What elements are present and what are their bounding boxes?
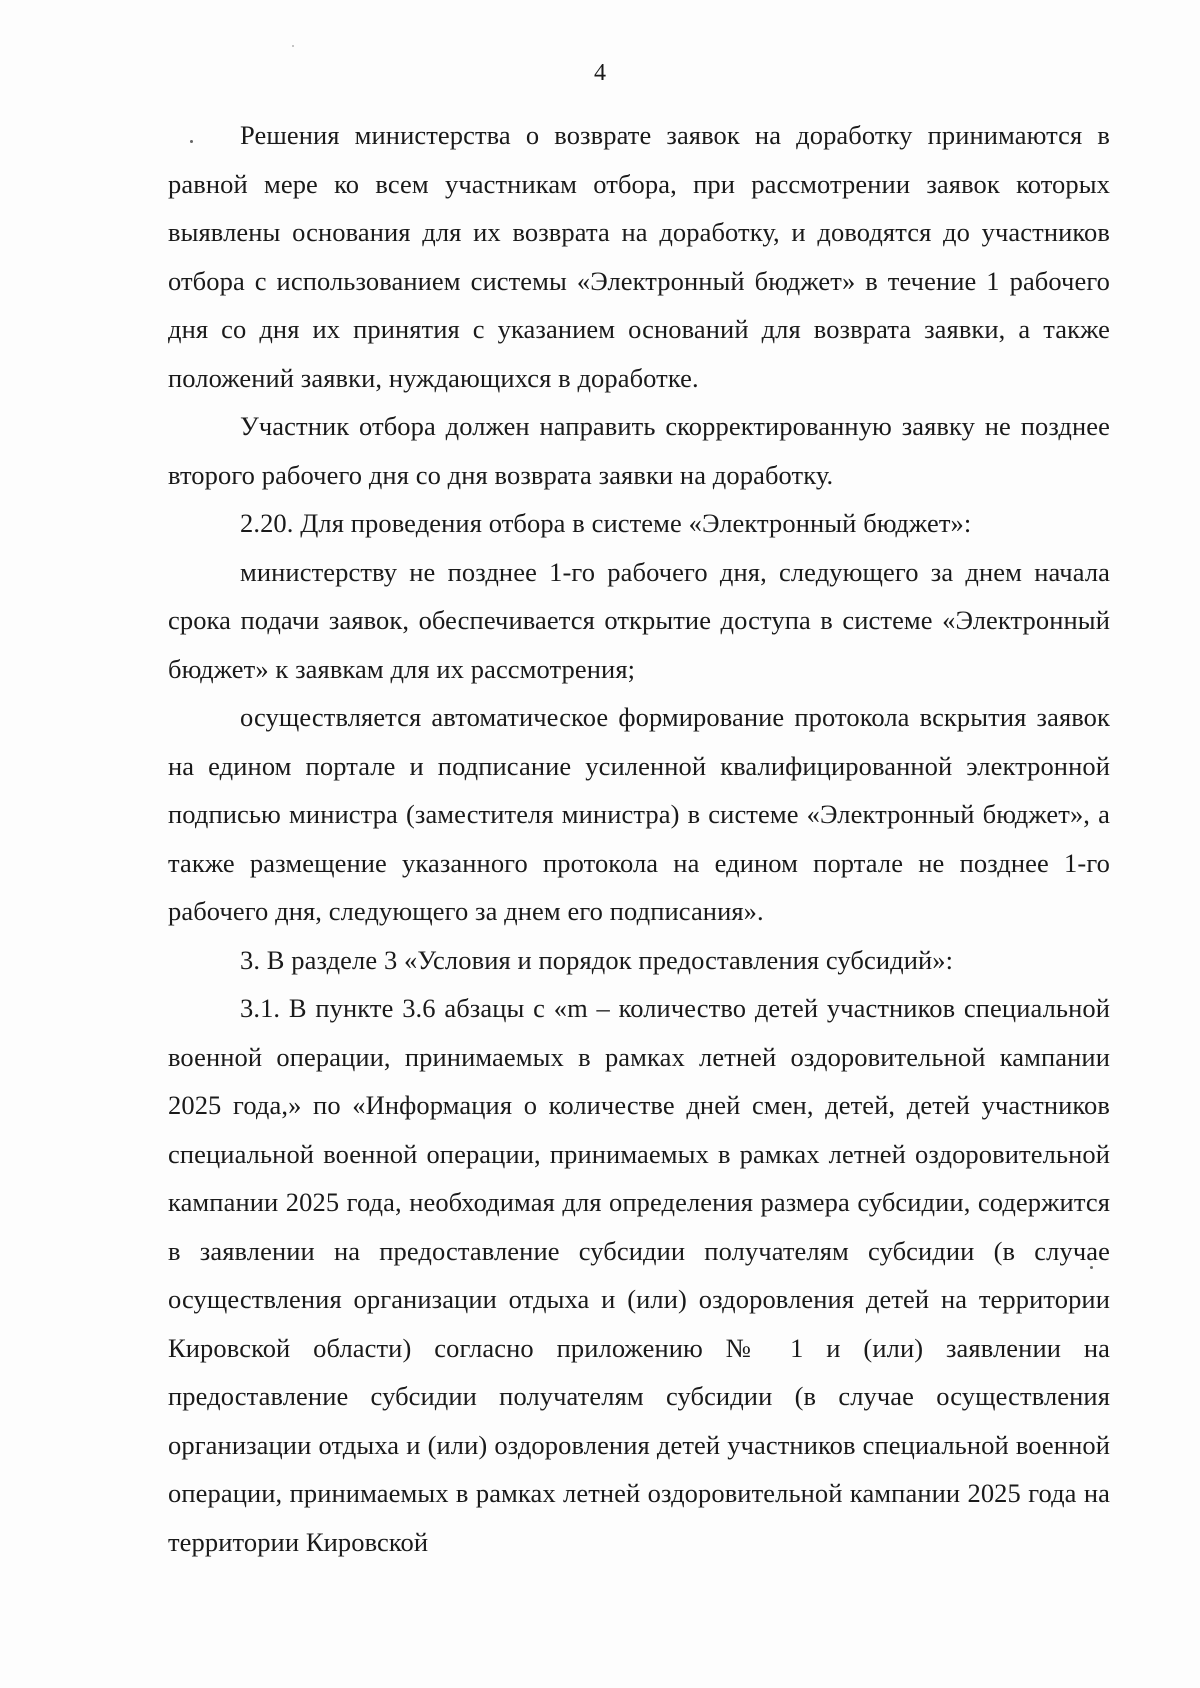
paragraph-return-decisions: Решения министерства о возврате заявок на доработку принимаются в равной мере ко всем участникам отбора, при рассмотрении заявок которых выявлены основания для их возврата на доработку, и доводятся до участников отбора с использованием системы «Электронный бюджет» в течение 1 рабочего дня со дня их принятия с указанием оснований для возврата заявки, а также положений заявки, нуждающихся в доработке.: [168, 120, 1110, 393]
scan-speck: [1090, 1266, 1093, 1269]
scan-speck: [292, 45, 294, 47]
page-number: 4: [594, 60, 606, 86]
paragraph-ministry-access: министерству не позднее 1-го рабочего дня, следующего за днем начала срока подачи заявок, обеспечивается открытие доступа в системе «Электронный бюджет» к заявкам для их рассмотрения;: [168, 556, 1110, 684]
scan-speck: [190, 140, 193, 143]
document-body: [168, 111, 1110, 1566]
paragraph-section-3-heading: 3. В разделе 3 «Условия и порядок предоставления субсидий»:: [240, 944, 954, 975]
paragraph-protocol-formation: осуществляется автоматическое формирование протокола вскрытия заявок на едином портале и подписание усиленной квалифицированной электронной подписью министра (заместителя министра) в системе «Электронный бюджет», а также размещение указанного протокола на едином портале не позднее 1-го рабочего дня, следующего за днем его подписания».: [168, 702, 1110, 926]
paragraph-section-2-20: 2.20. Для проведения отбора в системе «Электронный бюджет»:: [240, 508, 972, 538]
paragraph-participant-deadline: Участник отбора должен направить скорректированную заявку не позднее второго рабочего дня со дня возврата заявки на доработку.: [168, 411, 1110, 490]
paragraph-section-3-1: 3.1. В пункте 3.6 абзацы с «m – количество детей участников специальной военной операции, принимаемых в рамках летней оздоровительной кампании 2025 года,» по «Информация о количестве дней смен, детей, детей участников специальной военной операции, принимаемых в рамках летней оздоровительной кампании 2025 года, необходимая для определения размера субсидии, содержится в заявлении на предоставление субсидии получателям субсидии (в случае осуществления организации отдыха и (или) оздоровления детей на территории Кировской области) согласно приложению № 1 и (или) заявлении на предоставление субсидии получателям субсидии (в случае осуществления организации отдыха и (или) оздоровления детей участников специальной военной операции, принимаемых в рамках летней оздоровительной кампании 2025 года на территории Кировской: [168, 993, 1110, 1557]
